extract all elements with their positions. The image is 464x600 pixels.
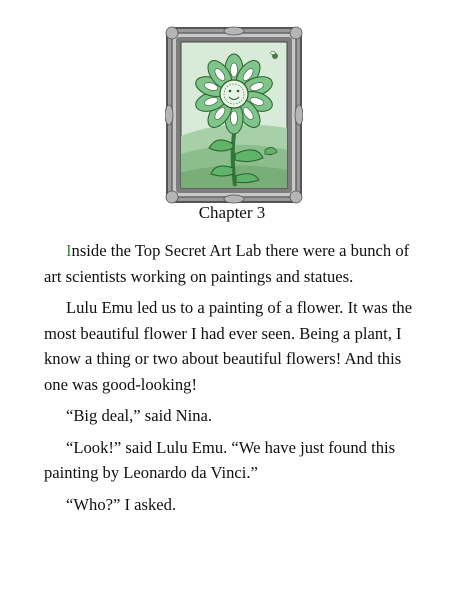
story-line: nside the Top Secret Art Lab there were a bunch of	[71, 241, 410, 260]
paragraph-2	[44, 295, 428, 397]
story-line: painting by Leonardo da Vinci.”	[44, 463, 258, 482]
paragraph-1	[44, 238, 428, 289]
story-line: one was good-looking!	[44, 374, 198, 394]
story-line: “Big deal,” said Nina.	[66, 406, 213, 425]
story-line: know a thing or two about beautiful flowers! And this	[44, 349, 402, 368]
story-line: most beautiful flower I had ever seen. Being a plant, I	[44, 323, 402, 343]
paragraph-4	[44, 435, 428, 486]
drop-cap: I	[66, 241, 72, 260]
flower-painting-icon	[165, 26, 303, 204]
paragraph-5	[44, 492, 428, 518]
story-line: Lulu Emu led us to a painting of a flower. It was the	[66, 298, 413, 317]
story-line: art scientists working on paintings and statues.	[44, 266, 354, 286]
framed-flower-illustration	[165, 26, 303, 204]
story-line: “Look!” said Lulu Emu. “We have just found this	[66, 437, 396, 457]
story-text	[44, 238, 428, 523]
chapter-title: Chapter 3	[198, 203, 266, 222]
paragraph-3	[44, 403, 428, 429]
story-line: “Who?” I asked.	[66, 494, 177, 514]
